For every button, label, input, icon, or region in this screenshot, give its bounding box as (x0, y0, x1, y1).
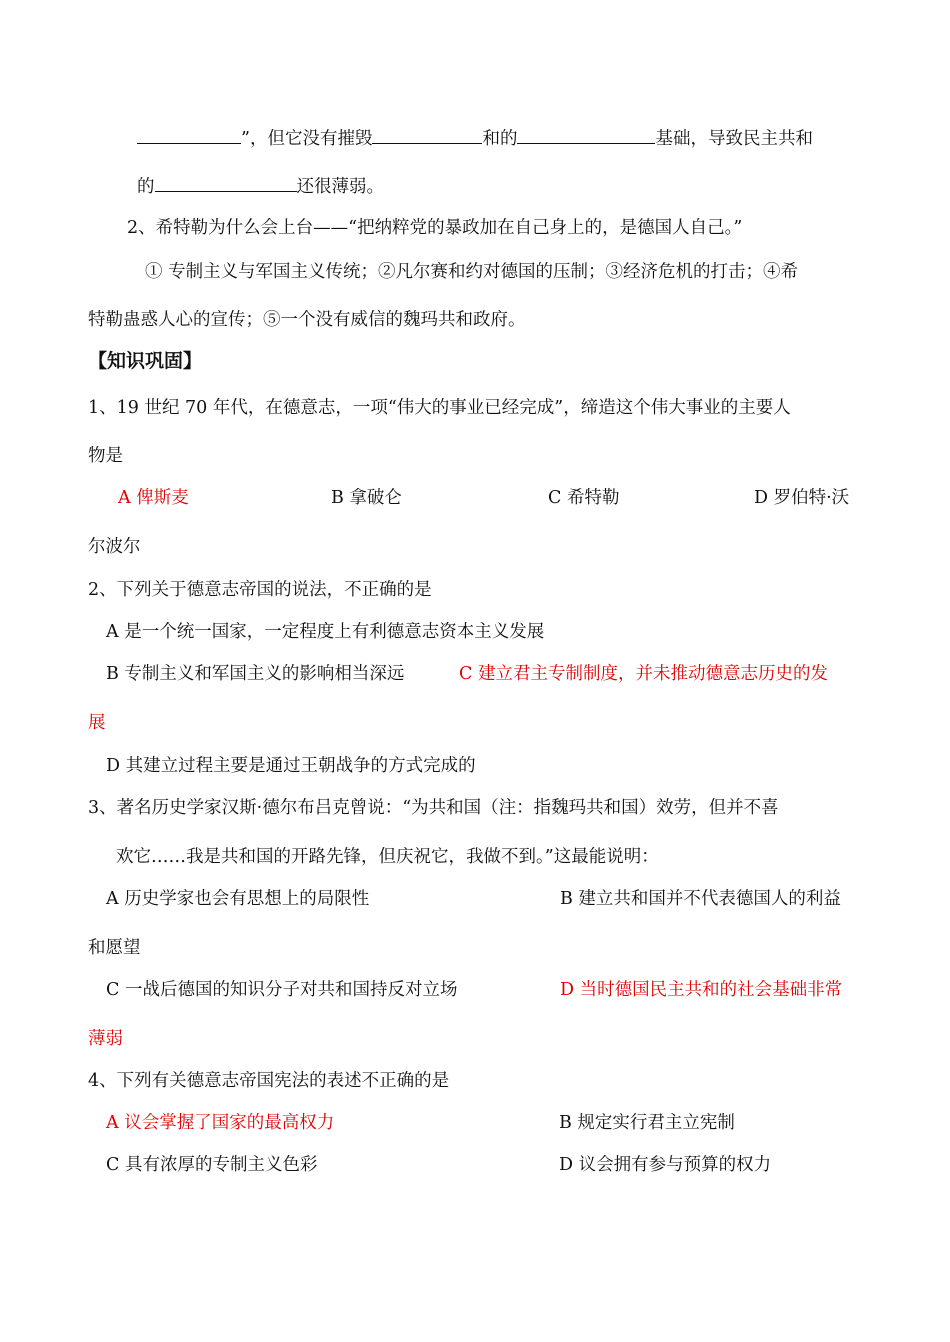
q2-option-b[interactable]: B 专制主义和军国主义的影响相当深远 (106, 664, 405, 684)
q2-option-c[interactable]: C 建立君主专制制度，并未推动德意志历史的发 (459, 664, 828, 684)
q4-option-a[interactable]: A 议会掌握了国家的最高权力 (106, 1113, 335, 1133)
q2-option-a[interactable]: A 是一个统一国家，一定程度上有利德意志资本主义发展 (106, 622, 545, 642)
q4-option-b[interactable]: B 规定实行君主立宪制 (559, 1113, 735, 1133)
answer-blank[interactable] (155, 174, 297, 192)
answer-blank[interactable] (372, 126, 482, 144)
answer-blank[interactable] (137, 126, 241, 144)
q3-option-d-cont: 薄弱 (88, 1029, 123, 1049)
hitler-reasons-line-1: ① 专制主义与军国主义传统；②凡尔赛和约对德国的压制；③经济危机的打击；④希 (145, 262, 799, 282)
q2-option-c-cont: 展 (88, 713, 106, 733)
q3-option-b-cont: 和愿望 (88, 938, 141, 958)
q4-option-d[interactable]: D 议会拥有参与预算的权力 (559, 1155, 772, 1175)
q2-stem: 2、下列关于德意志帝国的说法，不正确的是 (88, 580, 432, 600)
q3-option-d[interactable]: D 当时德国民主共和的社会基础非常 (560, 980, 843, 1000)
hitler-question: 2、希特勒为什么会上台——“把纳粹党的暴政加在自己身上的，是德国人自己。” (127, 218, 743, 238)
hitler-reasons-line-2: 特勒蛊惑人心的宣传；⑤一个没有威信的魏玛共和政府。 (88, 310, 526, 330)
q4-option-c[interactable]: C 具有浓厚的专制主义色彩 (106, 1155, 318, 1175)
q3-stem-line-2: 欢它……我是共和国的开路先锋，但庆祝它，我做不到。”这最能说明： (116, 847, 659, 867)
q2-option-d[interactable]: D 其建立过程主要是通过王朝战争的方式完成的 (106, 756, 476, 776)
q1-option-b[interactable]: B 拿破仑 (331, 488, 402, 508)
fill-blank-line-2: 的 还很薄弱。 (137, 174, 384, 199)
q1-option-c[interactable]: C 希特勒 (548, 488, 620, 508)
q1-option-d[interactable]: D 罗伯特·沃 (754, 488, 850, 508)
section-title: 【知识巩固】 (88, 350, 203, 372)
fill-blank-line-1: ”，但它没有摧毁 和的 基础，导致民主共和 (137, 126, 813, 151)
q1-stem-line-2: 物是 (88, 446, 123, 466)
q4-stem: 4、下列有关德意志帝国宪法的表述不正确的是 (88, 1071, 450, 1091)
q3-option-a[interactable]: A 历史学家也会有思想上的局限性 (106, 889, 370, 909)
q3-option-c[interactable]: C 一战后德国的知识分子对共和国持反对立场 (106, 980, 458, 1000)
q3-option-b[interactable]: B 建立共和国并不代表德国人的利益 (560, 889, 841, 909)
q1-stem-line-1: 1、19 世纪 70 年代，在德意志，一项“伟大的事业已经完成”，缔造这个伟大事业的主要人 (88, 398, 791, 418)
answer-blank[interactable] (517, 126, 655, 144)
q3-stem-line-1: 3、著名历史学家汉斯·德尔布吕克曾说：“为共和国（注：指魏玛共和国）效劳，但并不喜 (88, 798, 779, 818)
q1-option-d-cont: 尔波尔 (88, 537, 141, 557)
q1-option-a[interactable]: A 俾斯麦 (118, 488, 189, 508)
